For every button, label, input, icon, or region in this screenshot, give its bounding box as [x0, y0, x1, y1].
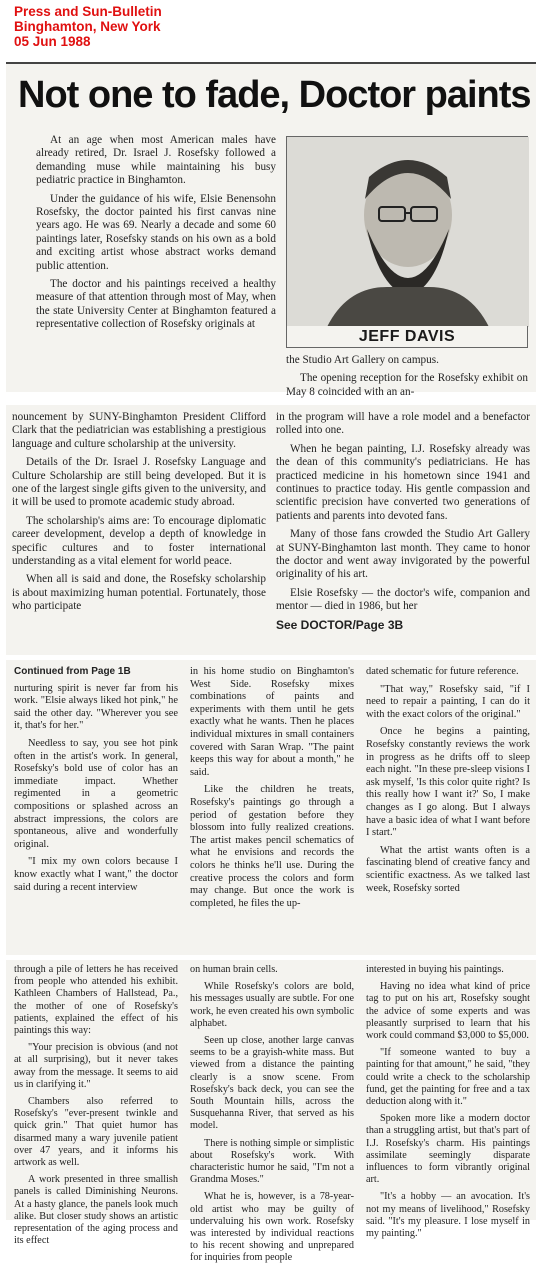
- paragraph: Having no idea what kind of price tag to put on his art, Rosefsky sought the advice of some experts and was pleasantly surprised to learn that his work could command $3,000 to $5,000.: [366, 981, 530, 1042]
- paragraph: dated schematic for future reference.: [366, 666, 519, 677]
- lead-column-right: [286, 354, 528, 404]
- paragraph: Many of those fans crowded the Studio Art Gallery at SUNY-Binghamton last month. They came to honor the doctor and went away invigorated by the powerful originality of his art.: [276, 528, 530, 581]
- paragraph: The opening reception for the Rosefsky exhibit on May 8 coincided with an an-: [286, 372, 528, 398]
- paragraph: Like the children he treats, Rosefsky's paintings go through a period of gestation before they blossom into fully realized creations. The artist makes pencil schematics of what he envisions and records the colors he thinks he'll use. During the creative process the colors and form may change. But once the work is completed, he files the up-: [190, 784, 354, 909]
- masthead-date: 05 Jun 1988: [14, 34, 91, 49]
- paragraph: on human brain cells.: [190, 964, 278, 975]
- portrait-photo: [286, 136, 528, 326]
- paragraph: What he is, however, is a 78-year-old artist who may be guilty of undervaluing his own work. Rosefsky was interested by individual reactions to his recent showing and unprepared for inquiries from people: [190, 1191, 354, 1264]
- paragraph: Chambers also referred to Rosefsky's "ever-present twinkle and quick grin." That quiet humor has disarmed many a wary juvenile patient over 47 years, and it informs his artwork as well.: [14, 1096, 178, 1169]
- clipping-continued: [6, 660, 536, 955]
- paragraph: Once he begins a painting, Rosefsky constantly reviews the work in progress as he drifts off to sleep each night. "In these pre-sleep visions I ask myself, 'Is this color quite right? Is this really how I want it?' So, I make changes as I go along. But I always have a basic idea of what I want before I start.": [366, 726, 530, 839]
- paragraph: A work presented in three smallish panels is called Diminishing Neurons. At a hasty glance, the panels look much alike. But closer study shows an artistic representation of the aging process and its effect: [14, 1174, 178, 1247]
- paragraph: There is nothing simple or simplistic about Rosefsky's work. With characteristic humor he said, "I'm not a Grandma Moses.": [190, 1137, 354, 1186]
- paragraph: When all is said and done, the Rosefsky scholarship is about maximizing human potential. Fortunately, those who participate: [12, 573, 266, 613]
- paragraph: "Your precision is obvious (and not at all surprising), but it never takes away from the message. It seems to aid us in clarifying it.": [14, 1042, 178, 1090]
- scholarship-column-left: [12, 411, 266, 619]
- photo-credit: JEFF DAVIS: [286, 326, 528, 348]
- paragraph: At an age when most American males have already retired, Dr. Israel J. Rosefsky followed a demanding muse while maintaining his busy pediatric practice in Binghamton.: [36, 134, 276, 187]
- continued-column-2: [190, 666, 354, 915]
- paragraph: The scholarship's aims are: To encourage diplomatic career development, develop a depth of knowledge in specific cultures and to foster international understanding as a vital element for world peace.: [12, 514, 266, 568]
- paragraph: Seen up close, another large canvas seems to be a grayish-white mass. But viewed from a distance the painting clearly is a snow scene. From Rosefsky's back deck, you can see the South Mountain hills, across the Susquehanna River, that served as his model.: [190, 1035, 354, 1132]
- paragraph: The doctor and his paintings received a healthy measure of that attention through most of May, when the state University Center at Binghamton featured a representative collection of Rosefsky originals at: [36, 278, 276, 331]
- paragraph: "If someone wanted to buy a painting for that amount," he said, "they could write a check to the scholarship fund, get the painting for free and a tax deduction along with it.": [366, 1047, 530, 1108]
- paragraph: nouncement by SUNY-Binghamton President Clifford Clark that the pediatrician was establishing a prestigious language and culture scholarship at the university.: [12, 411, 266, 450]
- paragraph: Spoken more like a modern doctor than a struggling artist, but that's part of I.J. Rosefsky's charm. His paintings assimilate seemingly disparate influences to form vibrantly original art.: [366, 1113, 530, 1186]
- conclusion-column-1: [14, 964, 178, 1252]
- portrait-illustration: [287, 137, 529, 327]
- paragraph: Needless to say, you see hot pink often in the artist's work. In general, Rosefsky's bold use of color has an immediate impact. Whether regimented in a geometric compositions or splashed across an abstract impressions, the colors are spontaneous, alive and wonderfully original.: [14, 737, 178, 850]
- conclusion-column-3: [366, 964, 530, 1245]
- conclusion-column-2: [190, 964, 354, 1270]
- paragraph: "It's a hobby — an avocation. It's not my means of livelihood," Rosefsky said. "It's my pleasure. I lose myself in my painting.": [366, 1191, 530, 1240]
- continued-column-3: [366, 666, 530, 900]
- lead-column: [36, 134, 276, 337]
- masthead: [14, 4, 162, 49]
- clipping-front: [6, 62, 536, 398]
- paragraph: Details of the Dr. Israel J. Rosefsky Language and Culture Scholarship are still being developed. But it is one of the largest single gifts given to the university, and it will be used to promote academic study abroad.: [12, 456, 266, 509]
- headline: Not one to fade, Doctor paints: [18, 74, 531, 116]
- paragraph: What the artist wants often is a fascinating blend of creative fancy and scientific exactness. As we talked last week, Rosefsky sorted: [366, 844, 530, 894]
- paragraph: the Studio Art Gallery on campus.: [286, 354, 439, 366]
- scholarship-column-right: [276, 411, 530, 632]
- clipping-scholarship: [6, 405, 536, 655]
- see-page-reference: See DOCTOR/Page 3B: [276, 617, 404, 632]
- paragraph: "I mix my own colors because I know exactly what I want," the doctor said during a recent interview: [14, 856, 178, 893]
- paragraph: While Rosefsky's colors are bold, his messages usually are subtle. For one work, he even created his own symbolic alphabet.: [190, 981, 354, 1029]
- paragraph: Elsie Rosefsky — the doctor's wife, companion and mentor — died in 1986, but her: [276, 586, 530, 613]
- continued-column-1: [14, 666, 178, 899]
- paragraph: nurturing spirit is never far from his work. "Elsie always liked hot pink," he said the other day. "Wherever you see it, that's for her.": [14, 682, 178, 732]
- paragraph: Under the guidance of his wife, Elsie Benensohn Rosefsky, the doctor painted his first canvas nine years ago. He was 69. Nearly a decade and some 60 paintings later, Rosefsky stands on his own as a bold and exciting artist whose abstract works demand public attention.: [36, 192, 276, 272]
- paragraph: When he began painting, I.J. Rosefsky already was the dean of this community's pediatricians. He has practiced medicine in his hometown since 1941 and continues to practice today. His gentle compassion and scientific precision have converted two generations of patients and parents into devoted fans.: [276, 442, 530, 522]
- paragraph: in his home studio on Binghamton's West Side. Rosefsky mixes combinations of paints and experiments with them until he gets exactly what he wants. Then he places individual mixtures in small containers covered with Saran Wrap. "The paint keeps this way for about a month," he said.: [190, 666, 354, 778]
- paragraph: "That way," Rosefsky said, "if I need to repair a painting, I can do it with the exact colors of the original.": [366, 683, 530, 720]
- paragraph: interested in buying his paintings.: [366, 964, 504, 975]
- masthead-paper: Press and Sun-Bulletin: [14, 4, 162, 19]
- masthead-city: Binghamton, New York: [14, 19, 161, 34]
- continued-from-label: Continued from Page 1B: [14, 666, 131, 677]
- clipping-conclusion: [6, 960, 536, 1264]
- paragraph: in the program will have a role model and a benefactor rolled into one.: [276, 411, 530, 437]
- paragraph: through a pile of letters he has received from people who attended his exhibit. Kathleen Chambers of Hallstead, Pa., the mother of one of Rosefsky's patients, explained the effect of his paintings this way:: [14, 964, 178, 1037]
